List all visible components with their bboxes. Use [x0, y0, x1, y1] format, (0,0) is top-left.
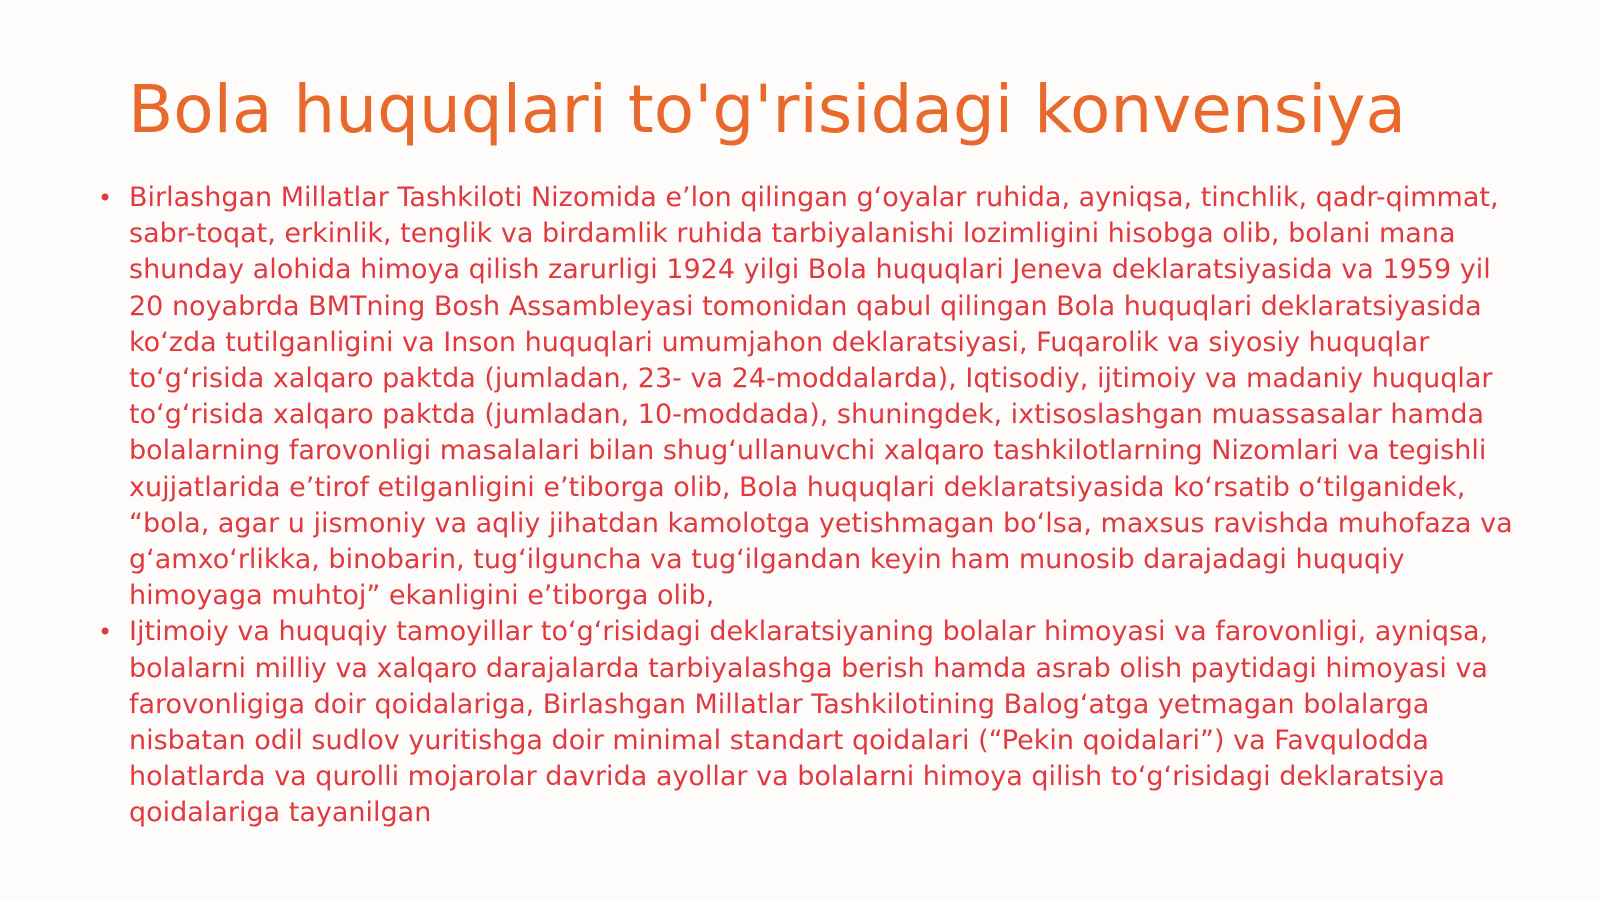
bullet-list	[96, 180, 1521, 832]
bullet-item-convention-preamble	[96, 180, 1521, 614]
bullet-icon: •	[98, 618, 113, 647]
bullet-text: Birlashgan Millatlar Tashkiloti Nizomida e’lon qilingan g‘oyalar ruhida, ayniqsa, tinchlik, qadr-qimmat, sabr-toqat, erkinlik, tenglik va birdamlik ruhida tarbiyalanishi lozimligini hisobga olib, bolani mana shunday alohida himoya qilish zarurligi 1924 yilgi Bola huquqlari Jeneva deklaratsiyasida va 1959 yil 20 noyabrda BMTning Bosh Assambleyasi tomonidan qabul qilingan Bola huquqlari deklaratsiyasida ko‘zda tutilganligini va Inson huquqlari umumjahon deklaratsiyasi, Fuqarolik va siyosiy huquqlar to‘g‘risida xalqaro paktda (jumladan, 23- va 24-moddalarda), Iqtisodiy, ijtimoiy va madaniy huquqlar to‘g‘risida xalqaro paktda (jumladan, 10-moddada), shuningdek, ixtisoslashgan muassasalar hamda bolalarning farovonligi masalalari bilan shug‘ullanuvchi xalqaro tashkilotlarning Nizomlari va tegishli xujjatlarida e’tirof etilganligini e’tiborga olib, Bola huquqlari deklaratsiyasida ko‘rsatib o‘tilganidek, “bola, agar u jismoniy va aqliy jihatdan kamolotga yetishmagan bo‘lsa, maxsus ravishda muhofaza va g‘amxo‘rlikka, binobarin, tug‘ilguncha va tug‘ilgandan keyin ham munosib darajadagi huquqiy himoyaga muhtoj” ekanligini e’tiborga olib,	[129, 182, 1513, 612]
bullet-text: Ijtimoiy va huquqiy tamoyillar to‘g‘risidagi deklaratsiyaning bolalar himoyasi va farovonligi, ayniqsa, bolalarni milliy va xalqaro darajalarda tarbiyalashga berish hamda asrab olish paytidagi himoyasi va farovonligiga doir qoidalariga, Birlashgan Millatlar Tashkilotining Balog‘atga yetmagan bolalarga nisbatan odil sudlov yuritishga doir minimal standart qoidalari (“Pekin qoidalari”) va Favqulodda holatlarda va qurolli mojarolar davrida ayollar va bolalarni himoya qilish to‘g‘risidagi deklaratsiya qoidalariga tayanilgan	[129, 616, 1489, 829]
bullet-item-social-legal-principles	[96, 614, 1521, 831]
bullet-icon: •	[98, 184, 113, 212]
slide-title: Bola huquqlari to'g'risidagi konvensiya	[128, 71, 1406, 148]
